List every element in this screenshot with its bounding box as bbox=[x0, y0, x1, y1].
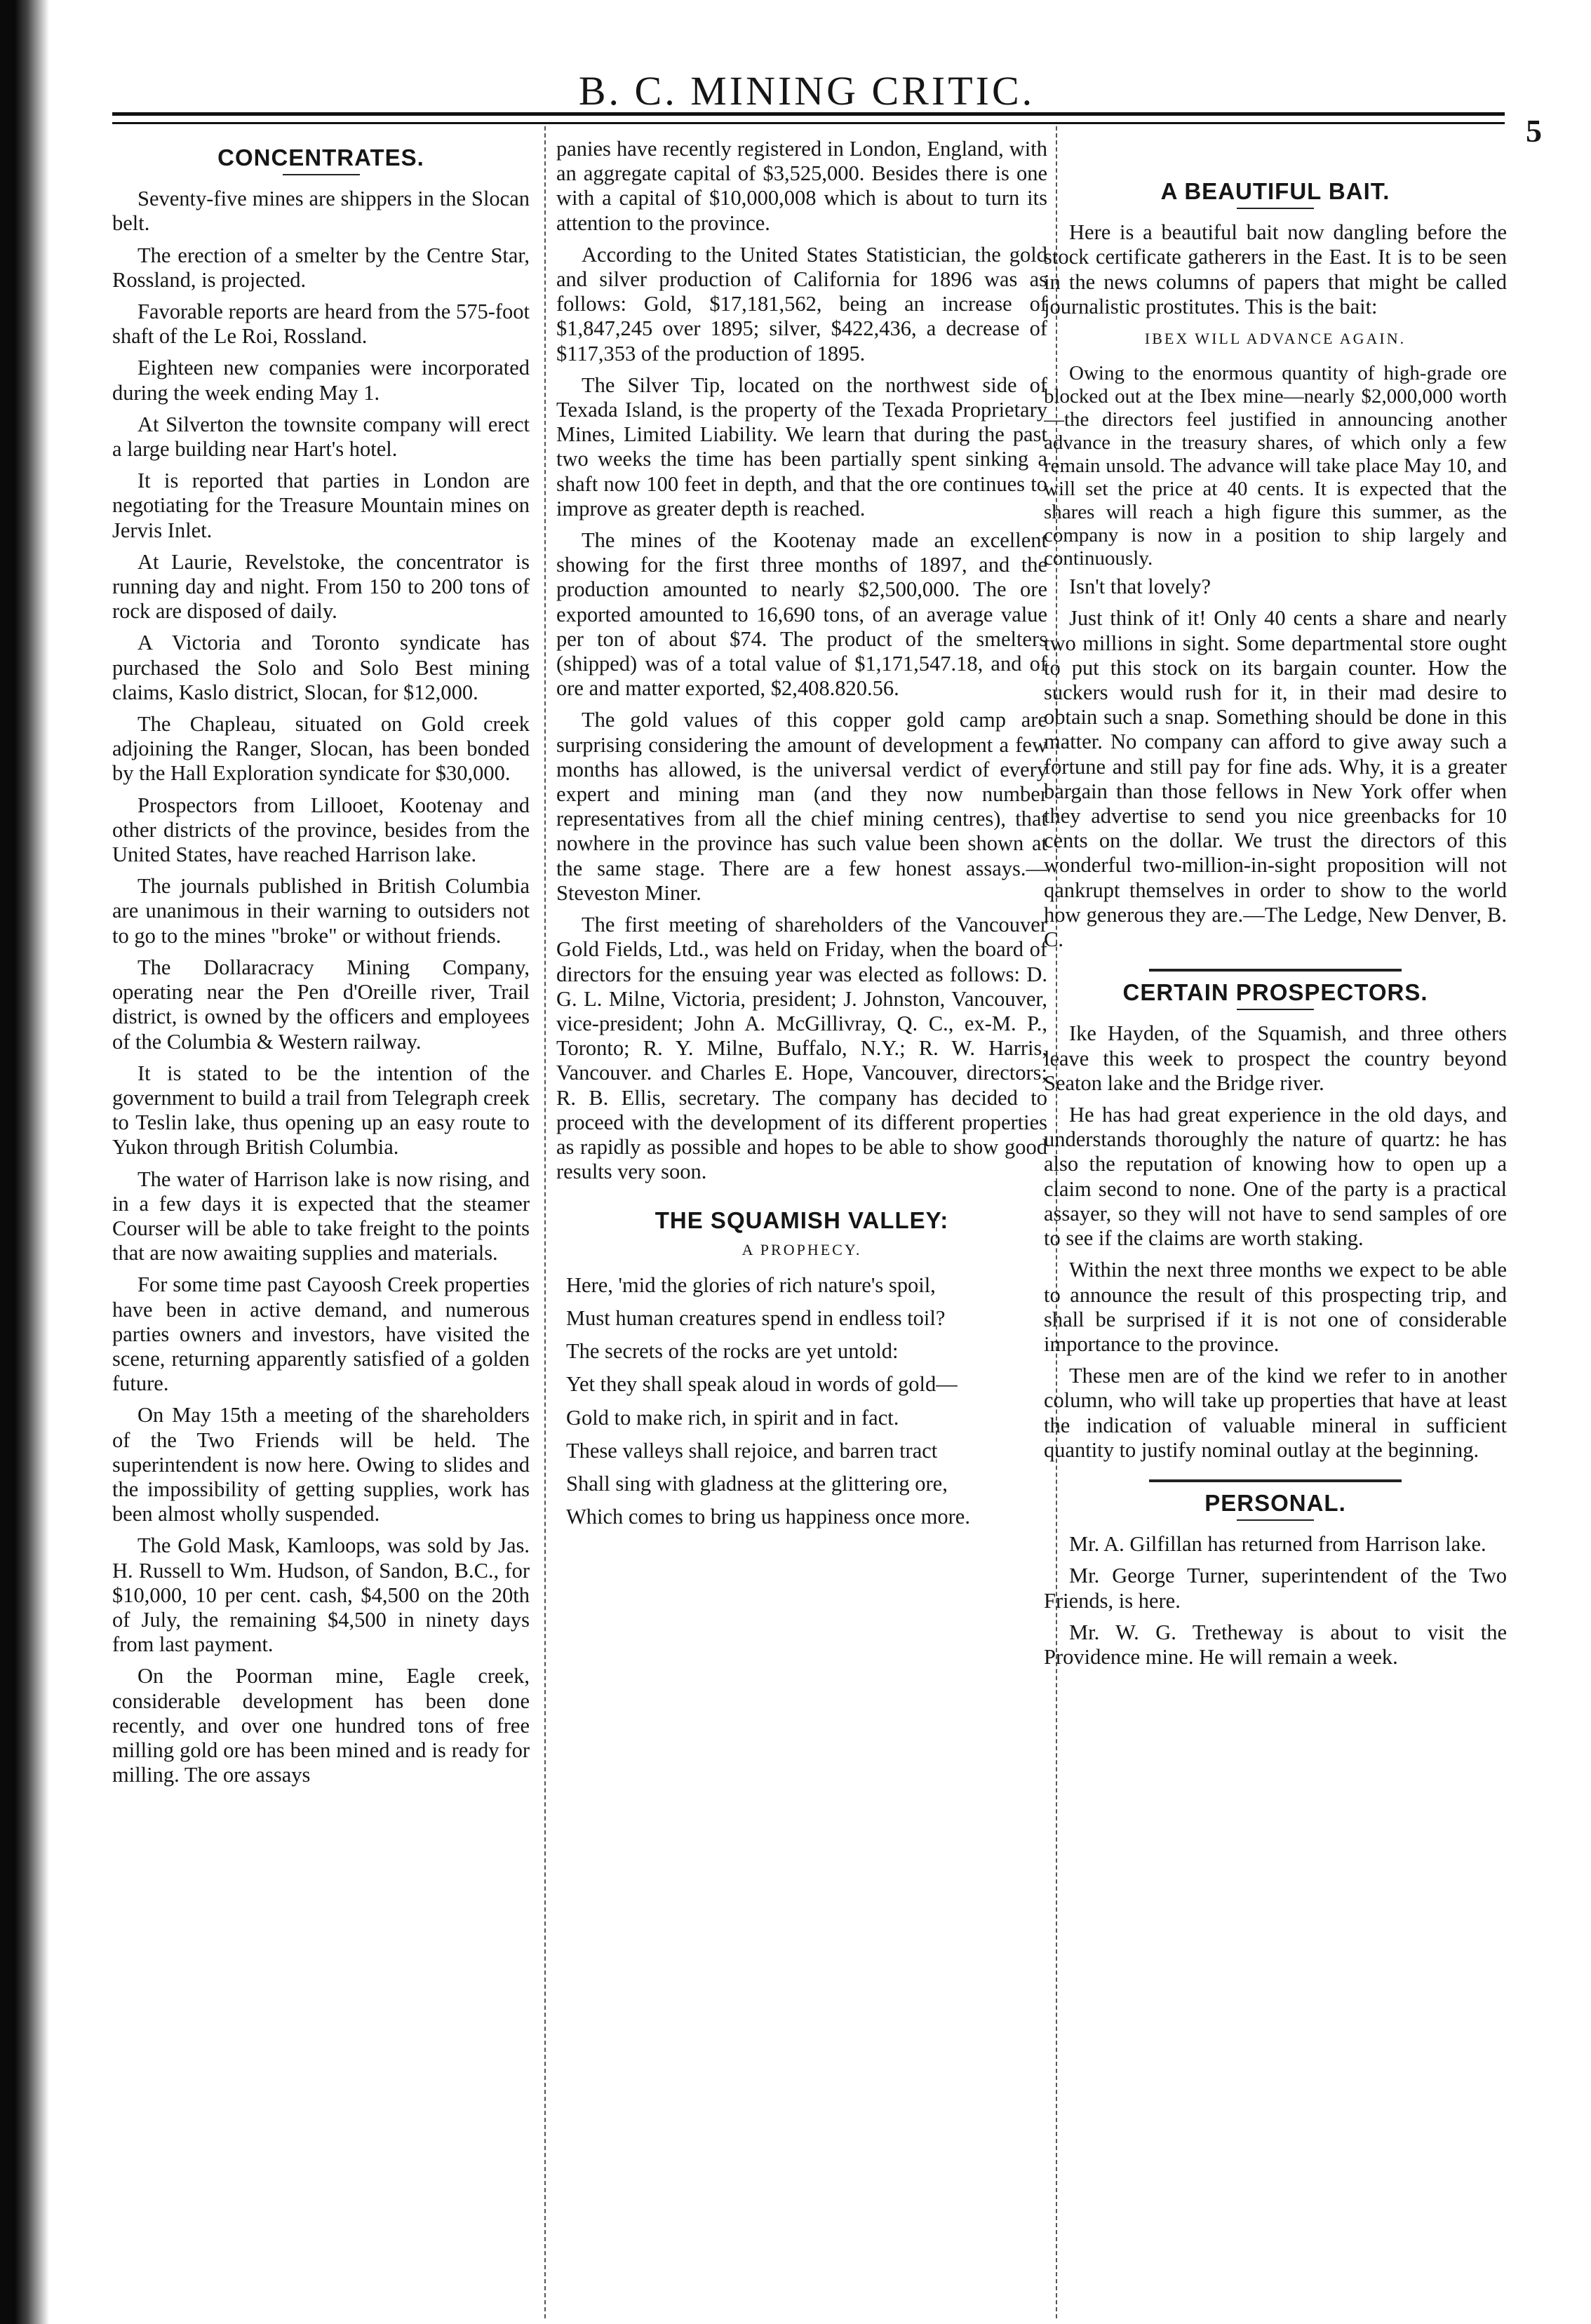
article-paragraph: He has had great experience in the old days, and understands thoroughly the nature of quartz: he has also the reputation of knowing how to open up a claim second to none. One of the party is a practical assayer, so they will not have to send samples of ore to see if the claims are worth staking. bbox=[1044, 1103, 1507, 1251]
news-item: The Dollaracracy Mining Company, operating near the Pen d'Oreille river, Trail district, is owned by the officers and employees of the Columbia & Western railway. bbox=[112, 955, 530, 1054]
personal-item: Mr. A. Gilfillan has returned from Harrison lake. bbox=[1069, 1532, 1486, 1557]
heading-rule bbox=[1237, 1009, 1314, 1010]
news-item: The Silver Tip, located on the northwest side of Texada Island, is the property of the Texada Proprietary Mines, Limited Liability. We learn that during the past two weeks the time has been partially spent sinking a shaft now 100 feet in depth, and that the ore continues to improve as greater depth is reached. bbox=[556, 372, 1047, 520]
poem-line: Must human creatures spend in endless toil? bbox=[566, 1305, 946, 1330]
news-item: On the Poorman mine, Eagle creek, considerable development has been done recently, and over one hundred tons of free milling gold ore has been mined and is ready for milling. The ore assays bbox=[112, 1664, 530, 1787]
masthead-rule-thin bbox=[112, 122, 1505, 124]
column-2 bbox=[556, 137, 1047, 2324]
quoted-heading: IBEX WILL ADVANCE AGAIN. bbox=[1144, 330, 1407, 348]
news-item: It is stated to be the intention of the government to build a trail from Telegraph creek to Teslin lake, thus opening up an easy route to Yukon through British Columbia. bbox=[112, 1061, 530, 1160]
poem-heading: THE SQUAMISH VALLEY: bbox=[654, 1207, 949, 1234]
article-paragraph: Just think of it! Only 40 cents a share and nearly two millions in sight. Some departmental store ought to put this stock on its bargain counter. How the suckers would rush for it, in their mad desire to obtain such a snap. Something should be done in this matter. No company can afford to give away such a fortune and still pay for fine ads. Why, it is a greater bargain than those fellows in New York offer when they advertise to send you nice greenbacks for 10 cents on the dollar. We trust the directors of this wonderful two-million-in-sight proposition will not qankrupt themselves in order to show to the world how generous they are.—The Ledge, New Denver, B. C. bbox=[1044, 606, 1507, 952]
heading-rule bbox=[1237, 208, 1314, 209]
news-item: Favorable reports are heard from the 575-foot shaft of the Le Roi, Rossland. bbox=[112, 300, 530, 349]
article-paragraph: Ike Hayden, of the Squamish, and three others leave this week to prospect the country beyond Seaton lake and the Bridge river. bbox=[1044, 1021, 1507, 1095]
article-paragraph: These men are of the kind we refer to in another column, who will take up properties that have at least the indication of valuable mineral in sufficient quantity to justify nominal outlay at the beginning. bbox=[1044, 1364, 1507, 1462]
personal-item: Mr. George Turner, superintendent of the Two Friends, is here. bbox=[1044, 1564, 1507, 1613]
poem-line: These valleys shall rejoice, and barren tract bbox=[566, 1438, 938, 1463]
news-item: The Chapleau, situated on Gold creek adjoining the Ranger, Slocan, has been bonded by the Hall Exploration syndicate for $30,000. bbox=[112, 712, 530, 786]
page-number: 5 bbox=[1526, 113, 1542, 149]
article-paragraph: Within the next three months we expect to be able to announce the result of this prospecting trip, and shall be surprised if it is not one of considerable importance to the province. bbox=[1044, 1258, 1507, 1356]
news-item: The mines of the Kootenay made an excellent showing for the first three months of 1897, and the production amounted to nearly $2,500,000. The ore exported amounted to 16,690 tons, of an average value per ton of about $74. The product of the smelters (shipped) was of a total value of $1,171,547.18, and of ore and matter exported, $2,408.820.56. bbox=[556, 528, 1047, 701]
heading-rule bbox=[1237, 1519, 1314, 1521]
personal-item: Mr. W. G. Tretheway is about to visit the Providence mine. He will remain a week. bbox=[1044, 1620, 1507, 1669]
news-item: At Silverton the townsite company will erect a large building near Hart's hotel. bbox=[112, 412, 530, 462]
certain-prospectors-heading: CERTAIN PROSPECTORS. bbox=[1122, 979, 1428, 1006]
news-item: Seventy-five mines are shippers in the Slocan belt. bbox=[112, 187, 530, 236]
beautiful-bait-heading: A BEAUTIFUL BAIT. bbox=[1160, 178, 1390, 204]
heading-rule bbox=[283, 174, 360, 175]
personal-heading: PERSONAL. bbox=[1204, 1489, 1346, 1516]
poem-line: Here, 'mid the glories of rich nature's spoil, bbox=[566, 1272, 936, 1297]
news-item: The Gold Mask, Kamloops, was sold by Jas. H. Russell to Wm. Hudson, of Sandon, B.C., for $10,000, 10 per cent. cash, $4,500 on the 20th of July, the remaining $4,500 in ninety days from last payment. bbox=[112, 1533, 530, 1657]
scan-edge-shadow bbox=[0, 0, 49, 2324]
news-item: It is reported that parties in London are negotiating for the Treasure Mountain mines on Jervis Inlet. bbox=[112, 469, 530, 542]
column-3 bbox=[1044, 137, 1507, 2324]
poem-line: Gold to make rich, in spirit and in fact. bbox=[566, 1405, 899, 1430]
news-item: The first meeting of shareholders of the Vancouver Gold Fields, Ltd., was held on Friday, when the board of directors for the ensuing year was elected as follows: D. G. L. Milne, Victoria, president; J. Johnston, Vancouver, vice-president; John A. McGillivray, Q. C., ex-M. P., Toronto; R. Y. Milne, Buffalo, N.Y.; R. W. Harris, Vancouver. and Charles E. Hope, Vancouver, directors; R. B. Ellis, secretary. The company has decided to proceed with the development of its different properties as rapidly as possible and hopes to be able to show good results very soon. bbox=[556, 913, 1047, 1184]
news-item: According to the United States Statistician, the gold and silver production of California for 1896 was as follows: Gold, $17,181,562, being an increase of $1,847,245 over 1895; silver, $422,436, a decrease of $117,353 of the production of 1895. bbox=[556, 242, 1047, 365]
column-1 bbox=[112, 137, 530, 2324]
poem-subheading: A PROPHECY. bbox=[741, 1240, 862, 1258]
poem-line: Which comes to bring us happiness once more. bbox=[566, 1505, 970, 1529]
masthead-rule bbox=[112, 112, 1505, 116]
news-item: At Laurie, Revelstoke, the concentrator is running day and night. From 150 to 200 tons of rock are disposed of daily. bbox=[112, 549, 530, 624]
news-item: On May 15th a meeting of the shareholders of the Two Friends will be held. The superintendent is now here. Owing to slides and the impossibility of getting supplies, work has been almost wholly suspended. bbox=[112, 1403, 530, 1526]
news-item: For some time past Cayoosh Creek properties have been in active demand, and numerous parties owners and investors, have visited the scene, returning apparently satisfied of a golden future. bbox=[112, 1272, 530, 1396]
news-item: The water of Harrison lake is now rising, and in a few days it is expected that the steamer Courser will be able to take freight to the points that are now awaiting supplies and materials. bbox=[112, 1167, 530, 1265]
section-rule bbox=[1149, 969, 1402, 972]
concentrates-heading: CONCENTRATES. bbox=[217, 145, 424, 170]
section-rule bbox=[1149, 1479, 1402, 1482]
poem-line: Shall sing with gladness at the glittering ore, bbox=[566, 1471, 948, 1496]
poem bbox=[556, 1273, 1047, 1530]
masthead: B. C. MINING CRITIC. bbox=[578, 68, 1035, 114]
news-item: panies have recently registered in London, England, with an aggregate capital of $3,525,000. Besides there is one with a capital of $10,000,008 which is about to turn its attention to the province. bbox=[556, 137, 1047, 235]
news-item: Eighteen new companies were incorporated during the week ending May 1. bbox=[112, 356, 530, 405]
news-item: A Victoria and Toronto syndicate has purchased the Solo and Solo Best mining claims, Kaslo district, Slocan, for $12,000. bbox=[112, 631, 530, 704]
news-item: The journals published in British Columbia are unanimous in their warning to outsiders not to go to the mines "broke" or without friends. bbox=[112, 874, 530, 948]
column-separator bbox=[544, 126, 546, 2318]
poem-line: The secrets of the rocks are yet untold: bbox=[566, 1339, 899, 1364]
quoted-paragraph: Owing to the enormous quantity of high-grade ore blocked out at the Ibex mine—nearly $2,000,000 worth—the directors feel justified in announcing another advance in the treasury shares, of which only a few remain unsold. The advance will take place May 10, and will set the price at 40 cents. It is expected that the shares will reach a high figure this summer, as the company is now in a position to ship largely and continuously. bbox=[1044, 362, 1507, 570]
article-paragraph: Here is a beautiful bait now dangling before the stock certificate gatherers in the East. It is to be seen in the news columns of papers that might be called journalistic prostitutes. This is the bait: bbox=[1044, 220, 1507, 318]
news-item: The erection of a smelter by the Centre Star, Rossland, is projected. bbox=[112, 243, 530, 292]
news-item: The gold values of this copper gold camp are surprising considering the amount of development a few months has allowed, is the universal verdict of every expert and mining man (and they now number representatives from all the chief mining centres), that nowhere in the province has such value been shown at the same stage. There are a few honest assays.—Steveston Miner. bbox=[556, 708, 1047, 905]
poem-line: Yet they shall speak aloud in words of gold— bbox=[566, 1372, 958, 1397]
news-item: Prospectors from Lillooet, Kootenay and other districts of the province, besides from the United States, have reached Harrison lake. bbox=[112, 793, 530, 867]
article-paragraph: Isn't that lovely? bbox=[1069, 575, 1211, 599]
